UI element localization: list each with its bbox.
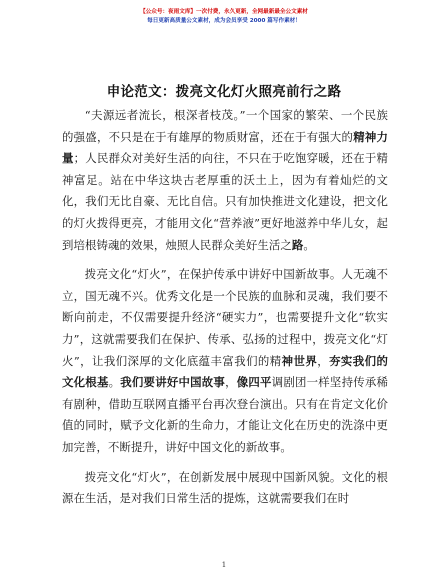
paragraph-1 [62, 105, 388, 256]
page-number: 1 [221, 561, 227, 569]
paragraph-1-bold-2: 路 [291, 237, 304, 252]
paragraph-2-bold-4: 像四平 [236, 375, 272, 390]
paragraph-1-text-d: 。 [303, 237, 315, 252]
paragraph-2-bold-1: 神世界 [281, 353, 318, 368]
promo-banner [0, 8, 448, 26]
paragraph-2-text-f: 调剧团一样坚持传承稀有剧种，借助互联网直播平台再次登台演出。只有在肯定文化价值的同时，赋予文化新的生命力，才能让文化在历史的洗涤中更加完善，不断提升，讲好中国文化的新故事。 [62, 375, 388, 454]
paragraph-2-text-e: ， [225, 375, 237, 390]
banner-line-2: 每日更新高质量公文素材，成为会员享受 2000 篇写作素材！ [147, 18, 301, 24]
paragraph-2-bold-2: 夯实我们的文化根基 [62, 353, 388, 390]
document-body [62, 105, 388, 518]
paragraph-2-text-a: 拨亮文化“灯火”，在保护传承中讲好中国新故事。人无魂不立，国无魂不兴。优秀文化是一个民族的血脉和灵魂，我们要不断向前走，不仅需要提升经济“硬实力”，也需要提升文化“软实力”，这就需要我们在保护、传承、弘扬的过程中，拨亮文化“灯火”，让我们深厚的文化底蕴丰富我们的精 [62, 267, 388, 368]
paragraph-1-text-a: “夫源远者流长，根深者枝茂。”一个国家的繁荣、一个民族的强盛，不只是在于有雄厚的物质财富，还在于有强大的 [62, 108, 388, 144]
paragraph-2-text-d: 。 [108, 375, 121, 390]
paragraph-3: 拨亮文化“灯火”，在创新发展中展现中国新风貌。文化的根源在生活，是对我们日常生活的提炼，这就需要我们在时 [62, 469, 388, 506]
banner-line-1: 【公众号：夜雨文库】一次付费，永久更新，全网最新最全公文素材 [140, 9, 308, 15]
document-title: 申论范文：拨亮文化灯火照亮前行之路 [106, 84, 342, 100]
paragraph-2-bold-3: 我们要讲好中国故事 [120, 375, 226, 390]
paragraph-2-text-c: ， [317, 353, 330, 368]
paragraph-2 [62, 264, 388, 458]
paragraph-1-bold-1: 精神力量 [62, 129, 388, 166]
paragraph-1-text-c: ；人民群众对美好生活的向往，不只在于吃饱穿暖，还在于精神富足。站在中华这块古老厚重的沃土上，因为有着灿烂的文化，我们无比自豪、无比自信。只有加快推进文化建设，把文化的灯火拨得更亮，才能用文化“营养液”更好地滋养中华儿女，起到培根铸魂的效果，烛照人民群众美好生活之 [62, 151, 388, 252]
